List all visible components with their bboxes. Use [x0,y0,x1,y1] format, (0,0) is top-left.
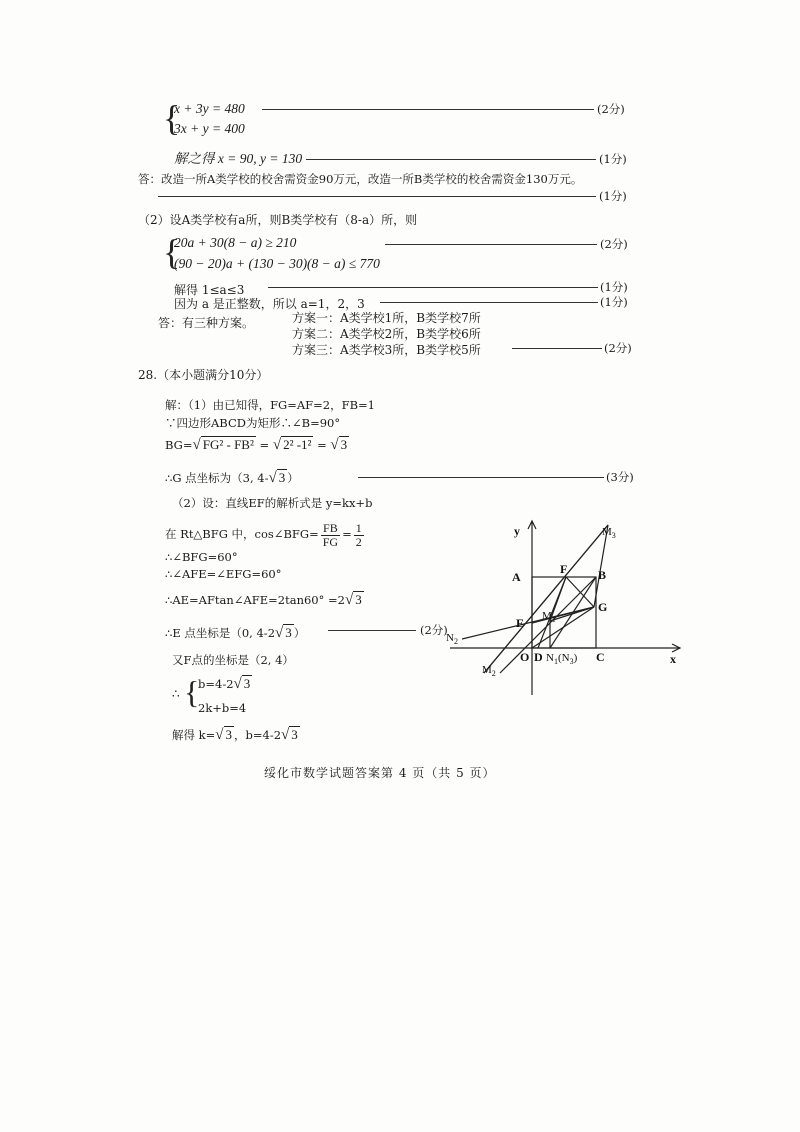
equation-2: 3x + y = 400 [174,121,245,136]
g-coordinate: ∴G 点坐标为（3, 4-√ 3 ） [165,470,299,486]
plan-2: 方案二：A类学校2所，B类学校6所 [292,327,481,341]
part2-intro: （2）设A类学校有a所，则B类学校有（8-a）所，则 [138,213,418,227]
label-n2: $N_2$ [446,632,458,646]
score-leader [512,348,602,349]
score-leader [306,159,596,160]
line-n1-b [550,577,596,648]
score-leader [268,287,598,288]
label-m1: $M_1$ [542,610,556,624]
bg-calculation: BG=√ FG² - FB² = √ 2² -1² = √ 3 [165,437,348,453]
label-o: O [520,650,530,664]
answer-line: 答：改造一所A类学校的校舍需资金90万元，改造一所B类学校的校舍需资金130万元。 [138,172,583,186]
solution-line: ∴∠BFG=60° [165,550,238,564]
sqrt-expression: √ 3 [330,437,348,453]
equation-1: x + 3y = 480 [174,101,245,116]
page-footer: 绥化市数学试题答案第 4 页（共 5 页） [264,766,496,780]
label-a: A [512,570,521,584]
score-leader [380,302,598,303]
sqrt-expression: √ 2² -1² [272,437,312,453]
cos-calculation: 在 Rt△BFG 中，cos∠BFG= $\frac{FB}{FG}$ = $\frac{1}{2}$ [165,520,362,549]
integer-reason: 因为 a 是正整数，所以 a=1，2，3 [174,297,365,311]
solve-range: 解得 1≤a≤3 [174,283,245,297]
answer-plans: 答：有三种方案。 [158,316,255,330]
label-n1-n3: $N_1(N_3)$ [546,652,578,666]
system-eq-b: b=4-2√ 3 [198,676,251,692]
label-b: B [598,568,607,582]
label-f: F [560,562,568,576]
label-c: C [596,650,605,664]
solution-line: ∴∠AFE=∠EFG=60° [165,567,282,581]
inequality-2: (90 − 20)a + (130 − 30)(8 − a) ≤ 770 [174,256,380,271]
score-label: (2分) [597,102,625,116]
solution-line: （2）设：直线EF的解析式是 y=kx+b [172,496,373,510]
inequality-brace: { [163,232,181,272]
label-m3: $M_3$ [602,526,616,540]
score-leader [328,630,416,631]
label-m2: $M_2$ [482,664,496,678]
question-title: 28.（本小题满分10分） [138,368,269,382]
label-y: y [514,524,520,538]
solution-line: ∵四边形ABCD为矩形∴∠B=90° [165,416,341,430]
plan-3: 方案三：A类学校3所，B类学校5所 [292,343,481,357]
score-label: (1分) [599,152,627,166]
solution-line: 又F点的坐标是（2, 4） [172,653,294,667]
label-d: D [534,650,543,664]
ae-calculation: ∴AE=AFtan∠AFE=2tan60° =2√ 3 [165,592,362,608]
solution-line: 解之得 x = 90, y = 130 [174,151,303,166]
label-e: E [516,616,525,630]
label-g: G [598,600,608,614]
score-label: (1分) [599,189,627,203]
score-label: (2分) [604,341,632,355]
fraction: $\frac{FB}{FG}$ [322,520,339,549]
therefore-symbol: ∴ [172,687,180,701]
score-leader [158,196,596,197]
score-label: (2分) [600,237,628,251]
coordinate-diagram [440,515,700,715]
score-label: (1分) [600,295,628,309]
system-brace: { [163,98,181,138]
score-label: (3分) [606,470,634,484]
score-label: (1分) [600,280,628,294]
final-result: 解得 k=√ 3 ，b=4-2√ 3 [172,727,298,743]
score-label: (2分) [420,623,448,637]
score-leader [385,244,597,245]
bg-label: BG= [165,438,193,452]
sqrt-expression: √ FG² - FB² [192,437,254,453]
line-m3 [484,525,608,673]
solution-line: 解：（1）由已知得，FG=AF=2，FB=1 [165,398,375,412]
system-eq-k: 2k+b=4 [198,701,247,715]
inequality-1: 20a + 30(8 − a) ≥ 210 [174,235,297,250]
system-brace: { [184,674,200,710]
e-coordinate: ∴E 点坐标是（0, 4-2√ 3 ） [165,625,306,641]
plan-1: 方案一：A类学校1所，B类学校7所 [292,311,481,325]
label-x: x [670,652,676,666]
score-leader [262,109,594,110]
fraction: $\frac{1}{2}$ [355,520,362,549]
score-leader [358,477,604,478]
